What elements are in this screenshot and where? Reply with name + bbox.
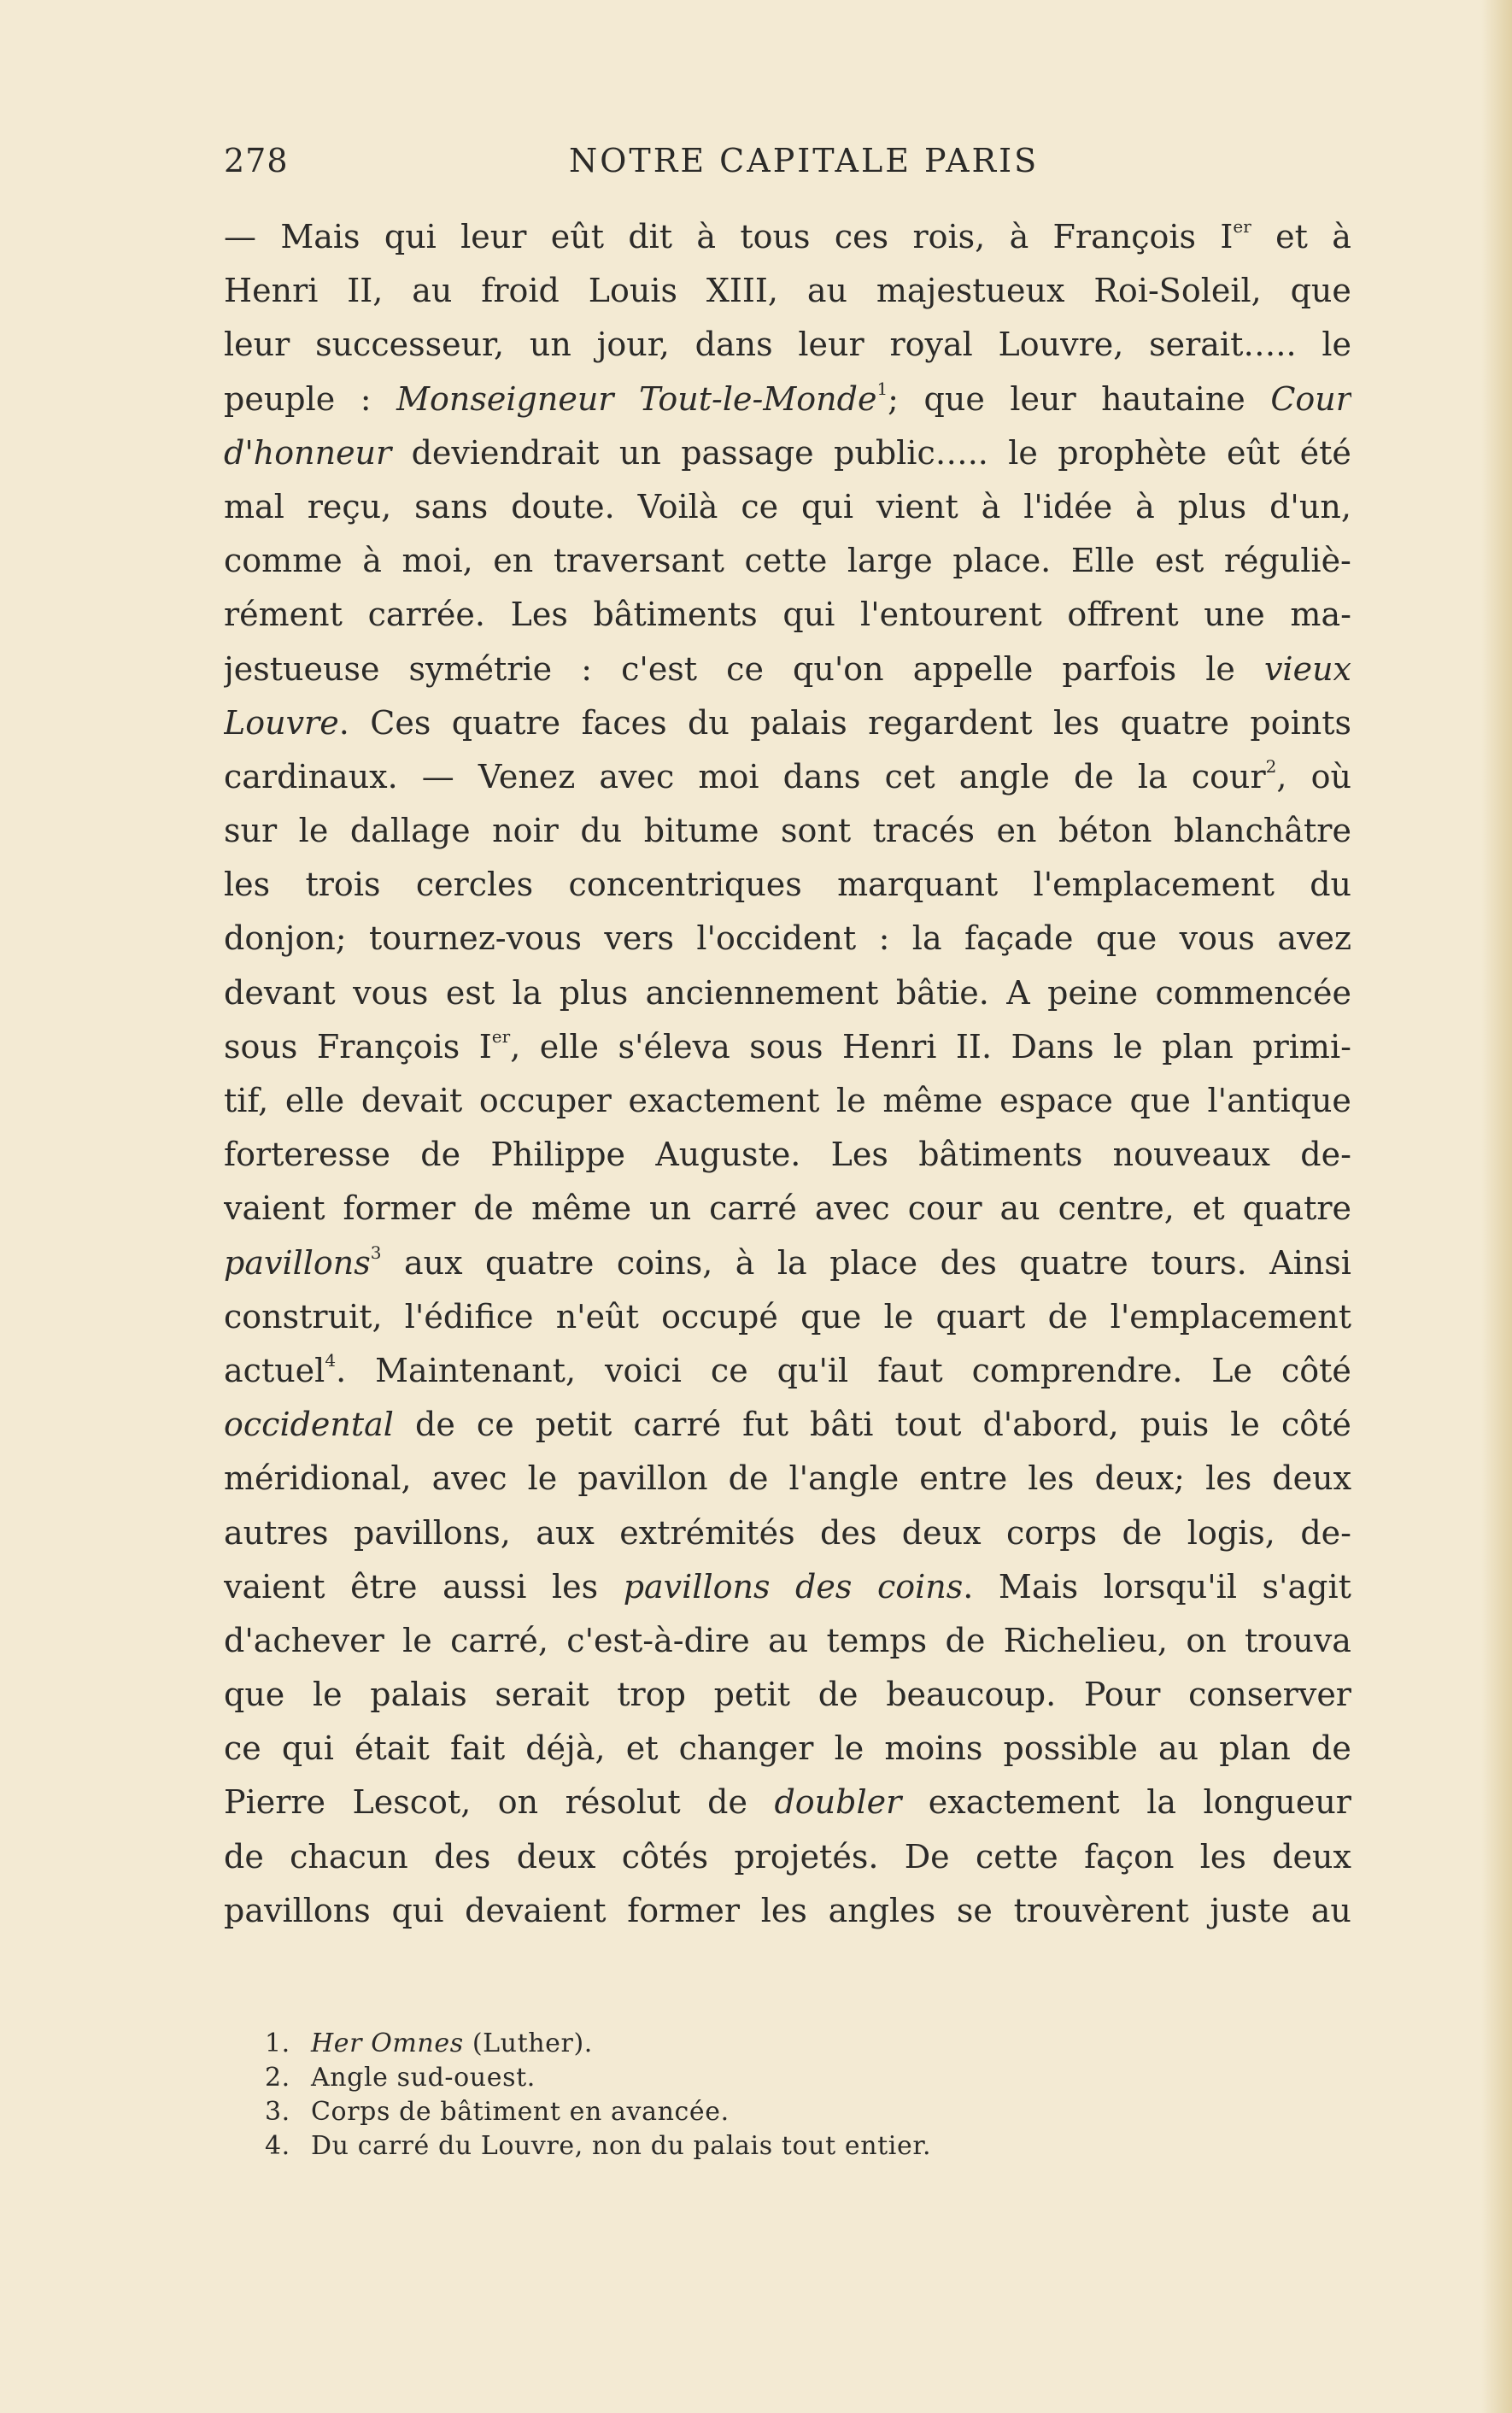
- text-line: d'honneur deviendrait un passage public….. le prophète eût été: [224, 433, 1351, 472]
- text-line: peuple : Monseigneur Tout-le-Monde$^1$; que leur hautaine Cour: [224, 378, 1351, 418]
- text-line: occidental de ce petit carré fut bâti tout d'abord, puis le côté: [224, 1406, 1351, 1444]
- text-line: actuel$^4$. Maintenant, voici ce qu'il faut comprendre. Le côté: [224, 1350, 1351, 1389]
- text-line: méridional, avec le pavillon de l'angle entre les deux; les deux: [224, 1459, 1351, 1498]
- text-line: Henri II, au froid Louis XIII, au majestueux Roi-Soleil, que: [224, 272, 1351, 310]
- text-line: — Mais qui leur eût dit à tous ces rois, à François Ier et à: [224, 216, 1351, 255]
- text-line: Pierre Lescot, on résolut de doubler exactement la longueur: [224, 1783, 1351, 1822]
- text-line: comme à moi, en traversant cette large place. Elle est réguliè-: [224, 542, 1351, 580]
- body-text: [224, 210, 1351, 1938]
- text-line: leur successeur, un jour, dans leur royal Louvre, serait….. le: [224, 326, 1351, 364]
- text-line: que le palais serait trop petit de beaucoup. Pour conserver: [224, 1676, 1351, 1714]
- text-line: cardinaux. — Venez avec moi dans cet angle de la cour$^2$, où: [224, 756, 1351, 796]
- text-line: autres pavillons, aux extrémités des deux corps de logis, de-: [224, 1513, 1351, 1552]
- text-line: devant vous est la plus anciennement bâtie. A peine commencée: [224, 973, 1351, 1012]
- footnote-number: 3.: [265, 2097, 290, 2127]
- text-line: forteresse de Philippe Auguste. Les bâtiments nouveaux de-: [224, 1136, 1351, 1174]
- footnote: 1. Her Omnes (Luther).: [265, 2027, 1119, 2061]
- page-number: 278: [224, 142, 289, 179]
- page-title: NOTRE CAPITALE PARIS: [569, 142, 1040, 179]
- footnote: 3. Corps de bâtiment en avancée.: [265, 2095, 1119, 2129]
- text-line: Louvre. Ces quatre faces du palais regardent les quatre points: [224, 703, 1351, 742]
- footnote-number: 2.: [265, 2063, 290, 2093]
- text-line: d'achever le carré, c'est-à-dire au temps de Richelieu, on trouva: [224, 1621, 1351, 1659]
- text-line: sur le dallage noir du bitume sont tracés en béton blanchâtre: [224, 812, 1351, 850]
- footnote-number: 1.: [265, 2028, 290, 2058]
- text-line: donjon; tournez-vous vers l'occident : la façade que vous avez: [224, 919, 1351, 958]
- footnotes: [265, 2027, 1119, 2163]
- text-line: ce qui était fait déjà, et changer le moins possible au plan de: [224, 1729, 1351, 1768]
- text-line: rément carrée. Les bâtiments qui l'entourent offrent une ma-: [224, 596, 1351, 634]
- footnote: 4. Du carré du Louvre, non du palais tout entier.: [265, 2129, 1119, 2163]
- footnote: 2. Angle sud-ouest.: [265, 2061, 1119, 2095]
- text-line: de chacun des deux côtés projetés. De cette façon les deux: [224, 1837, 1351, 1876]
- text-line: vaient être aussi les pavillons des coins. Mais lorsqu'il s'agit: [224, 1567, 1351, 1606]
- text-line: sous François Ier, elle s'éleva sous Henri II. Dans le plan primi-: [224, 1026, 1351, 1066]
- text-line: construit, l'édifice n'eût occupé que le quart de l'emplacement: [224, 1297, 1351, 1336]
- text-line: mal reçu, sans doute. Voilà ce qui vient à l'idée à plus d'un,: [224, 487, 1351, 525]
- text-line: pavillons$^3$ aux quatre coins, à la place des quatre tours. Ainsi: [224, 1242, 1351, 1282]
- text-line: tif, elle devait occuper exactement le même espace que l'antique: [224, 1082, 1351, 1119]
- running-head: [224, 142, 1345, 190]
- text-line: les trois cercles concentriques marquant l'emplacement du: [224, 866, 1351, 904]
- text-line: jestueuse symétrie : c'est ce qu'on appelle parfois le vieux: [224, 649, 1351, 688]
- text-line: pavillons qui devaient former les angles se trouvèrent juste au: [224, 1891, 1351, 1929]
- footnote-number: 4.: [265, 2131, 290, 2161]
- text-line: vaient former de même un carré avec cour au centre, et quatre: [224, 1189, 1351, 1228]
- page-edge-shadow: [1481, 0, 1512, 2413]
